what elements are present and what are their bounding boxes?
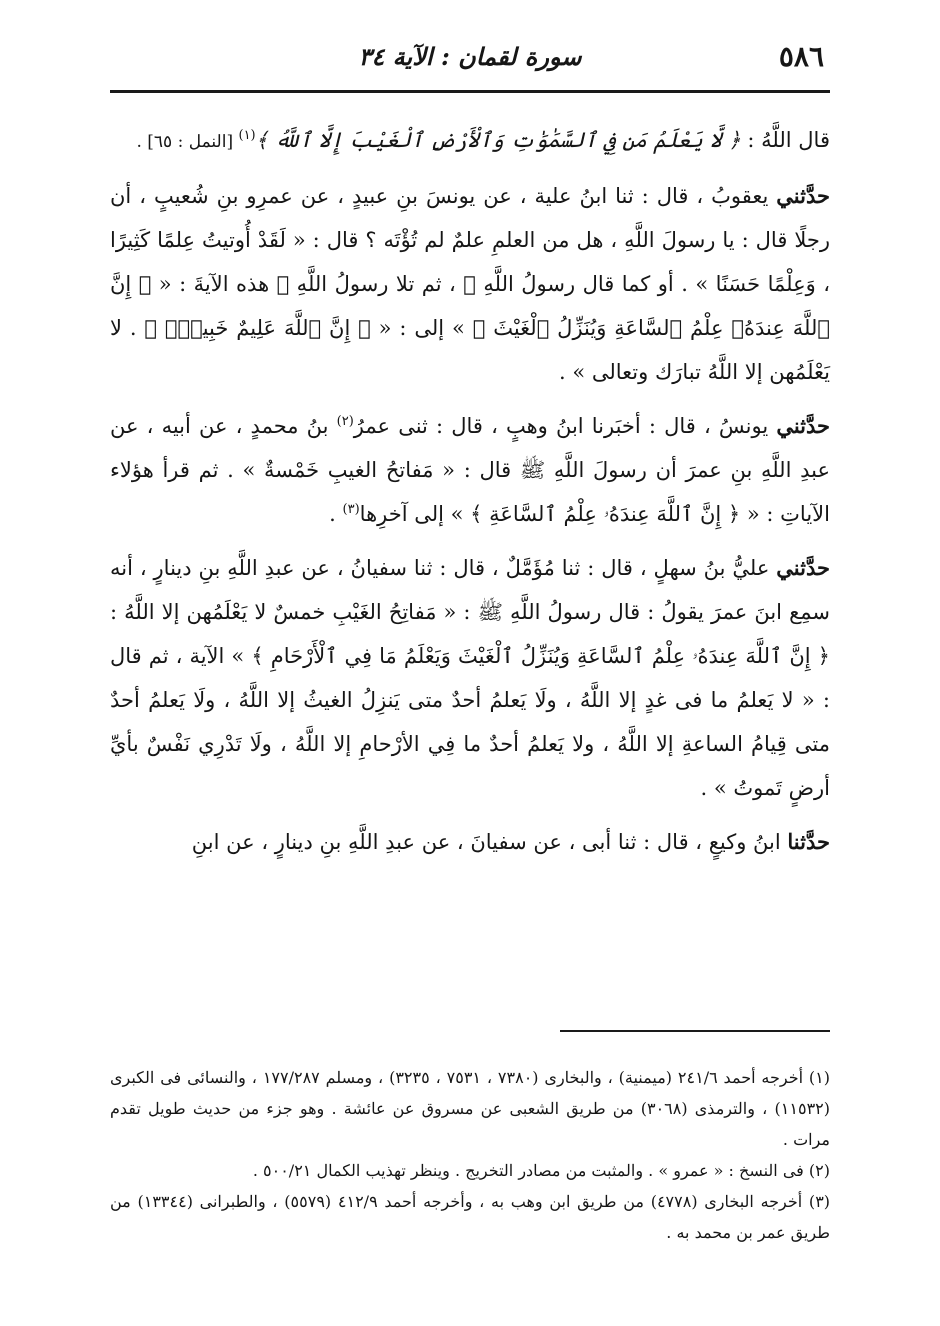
hadith-lead: حدَّثني bbox=[776, 183, 830, 208]
footnote-3: (٣) أخرجه البخارى (٤٧٧٨) من طريق ابن وهب به ، وأخرجه أحمد ٤١٢/٩ (٥٥٧٩) ، والطبرانى (١٣٣٤٤) من طريق عمر بن محمد به . bbox=[110, 1192, 831, 1242]
running-title: سورة لقمان : الآية ٣٤ bbox=[358, 42, 582, 71]
hadith-lead: حدَّثني bbox=[776, 555, 830, 580]
page-number: ٥٨٦ bbox=[778, 40, 824, 73]
footnote-marker-3: (٣) bbox=[342, 502, 360, 517]
verse-reference: [النمل : ٦٥] . bbox=[136, 132, 239, 152]
footnote-marker-2: (٢) bbox=[336, 414, 354, 429]
hadith-text: يونسُ ، قال : أخبَرنا ابنُ وهبٍ ، قال : ثنى عمرُ bbox=[353, 414, 777, 438]
footnote-marker-1: (١) bbox=[238, 128, 256, 143]
paragraph-quran-citation bbox=[110, 118, 830, 164]
hadith-paragraph bbox=[110, 546, 830, 810]
hadith-paragraph bbox=[110, 820, 830, 864]
footnote-1: (١) أخرجه أحمد ٢٤١/٦ (ميمنية) ، والبخارى (٧٣٨٠ ، ٧٥٣١ ، ٣٢٣٥) ، ومسلم ١٧٧/٢٨٧ ، والنسائى فى الكبرى (١١٥٣٢) ، والترمذى (٣٠٦٨) من طريق الشعبى عن مسروق عن عائشة . وهو جزء من حديث طويل تقدم مرات . bbox=[110, 1068, 831, 1149]
main-text bbox=[110, 118, 830, 874]
hadith-text: يعقوبُ ، قال : ثنا ابنُ علية ، عن يونسَ بنِ عبيدٍ ، عن عمرِو بنِ شُعيبٍ ، أن رجلًا قال : يا رسولَ اللَّهِ ، هل من العلمِ علمٌ لم تُؤْتَه ؟ قال : « لَقَدْ أُوتيتُ عِلمًا كَثِيرًا ، وَعِلْمًا حَسَنًا » . أو كما قال رسولُ اللَّهِ ﷺ ، ثم تلا رسولُ اللَّهِ ﷺ هذه الآيةَ : « ﴿ إِنَّ ٱللَّهَ عِندَهُۥ عِلْمُ ٱلسَّاعَةِ وَيُنَزِّلُ ٱلْغَيْثَ ﴾ » إلى : « ﴿ إِنَّ ٱللَّهَ عَلِيمٌ خَبِيرٌۢ ﴾ . لا يَعْلَمُهن إلا اللَّهُ تبارَك وتعالى » . bbox=[110, 184, 830, 384]
footnote-separator bbox=[560, 1030, 830, 1032]
hadith-text: بنُ محمدٍ ، عن أبيه ، عن عبدِ اللَّهِ بنِ عمرَ أن رسولَ اللَّهِ ﷺ قال : « مَفاتحُ الغيبِ خَمْسةٌ » . ثم قرأ هؤلاء الآياتِ : « ﴿ إِنَّ ٱللَّهَ عِندَهُۥ عِلْمُ ٱلسَّاعَةِ ﴾ » إلى آخرِها bbox=[110, 414, 830, 526]
running-header bbox=[110, 38, 830, 88]
footnotes bbox=[110, 1062, 830, 1248]
hadith-lead: حدَّثني bbox=[776, 413, 831, 438]
footnote-2: (٢) فى النسخ : « عمرو » . والمثبت من مصادر التخريج . وينظر تهذيب الكمال ٥٠٠/٢١ . bbox=[252, 1161, 830, 1180]
hadith-text: ابنُ وكيعٍ ، قال : ثنا أبى ، عن سفيانَ ، عن عبدِ اللَّهِ بنِ دينارٍ ، عن ابنِ bbox=[191, 830, 788, 854]
quran-verse: ﴿ لَّا يَعْلَمُ مَن فِي ٱلسَّمَٰوَٰتِ وَٱلْأَرْضِ ٱلْغَيْبَ إِلَّا ٱللَّهُ ﴾ bbox=[255, 128, 741, 152]
hadith-paragraph bbox=[110, 404, 830, 536]
hadith-text: عليُّ بنُ سهلٍ ، قال : ثنا مُؤَمَّلٌ ، قال : ثنا سفيانُ ، عن عبدِ اللَّهِ بنِ دينارٍ ، أنه سمِع ابنَ عمرَ يقولُ : قال رسولُ اللَّهِ ﷺ : « مَفاتِحُ الغَيْبِ خمسٌ لا يَعْلَمُهن إلا اللَّهُ : ﴿ إِنَّ ٱللَّهَ عِندَهُۥ عِلْمُ ٱلسَّاعَةِ وَيُنَزِّلُ ٱلْغَيْثَ وَيَعْلَمُ مَا فِي ٱلْأَرْحَامِ ﴾ » الآية ، ثم قال : « لا يَعلمُ ما فى غدٍ إلا اللَّهُ ، ولَا يَعلمُ أحدٌ متى يَنزِلُ الغيثُ إلا اللَّهُ ، ولَا يَعلمُ أحدٌ متى قِيامُ الساعةِ إلا اللَّهُ ، ولا يَعلمُ أحدٌ ما فِي الأرْحامِ إلا اللَّهُ ، ولَا تَدْرِي نَفْسٌ بأيِّ أرضٍ تَموتُ » . bbox=[110, 556, 830, 800]
hadith-text: . bbox=[329, 502, 343, 526]
intro-text: قال اللَّهُ : bbox=[740, 128, 830, 152]
header-rule bbox=[110, 90, 830, 93]
hadith-lead: حدَّثنا bbox=[787, 829, 830, 854]
hadith-paragraph bbox=[110, 174, 830, 394]
